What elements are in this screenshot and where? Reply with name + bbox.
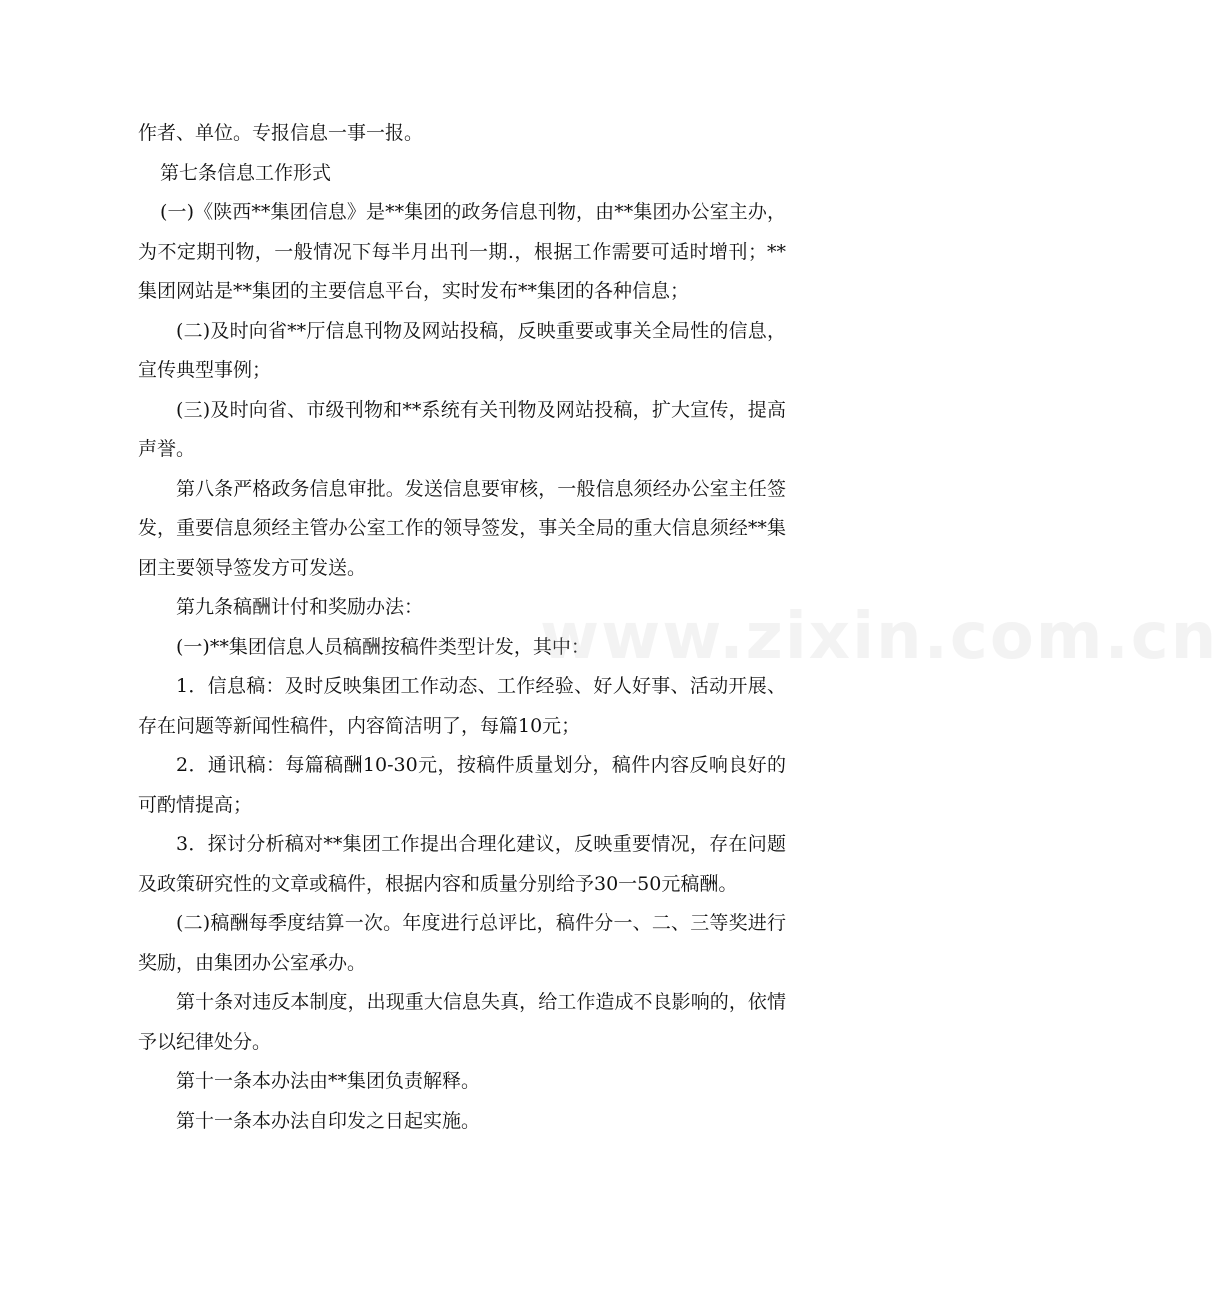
article-10: 第十条对违反本制度，出现重大信息失真，给工作造成不良影响的，依情予以纪律处分。 [138,991,786,1053]
paragraph-continuation: 作者、单位。专报信息一事一报。 [138,122,424,144]
article-9-heading: 第九条稿酬计付和奖励办法： [176,596,424,618]
article-7-item-1: (一)《陕西**集团信息》是**集团的政务信息刊物，由**集团办公室主办，为不定期刊物，一般情况下每半月出刊一期.，根据工作需要可适时增刊；**集团网站是**集团的主要信息平台，实时发布**集团的各种信息； [138,201,786,302]
article-11-repeat: 第十一条本办法自印发之日起实施。 [176,1109,481,1132]
article-9-item-1: (一)**集团信息人员稿酬按稿件类型计发，其中： [176,635,590,658]
watermark: www.zixin.com.cn [540,600,1218,674]
article-9-subitem-2: 2．通讯稿：每篇稿酬10-30元，按稿件质量划分，稿件内容反响良好的可酌情提高； [138,754,786,816]
article-8: 第八条严格政务信息审批。发送信息要审核，一般信息须经办公室主任签发，重要信息须经主管办公室工作的领导签发，事关全局的重大信息须经**集团主要领导签发方可发送。 [138,477,786,579]
article-7-item-2: (二)及时向省**厅信息刊物及网站投稿，反映重要或事关全局性的信息，宣传典型事例； [138,319,786,381]
article-9-subitem-1: 1．信息稿：及时反映集团工作动态、工作经验、好人好事、活动开展、存在问题等新闻性稿件，内容简洁明了，每篇10元； [138,675,786,737]
article-11: 第十一条本办法由**集团负责解释。 [176,1070,481,1092]
article-9-item-2: (二)稿酬每季度结算一次。年度进行总评比，稿件分一、二、三等奖进行奖励，由集团办公室承办。 [138,912,786,974]
article-7-heading: 第七条信息工作形式 [160,161,332,184]
article-7-item-3: (三)及时向省、市级刊物和**系统有关刊物及网站投稿，扩大宣传，提高声誉。 [138,398,786,460]
document-body [138,114,786,1141]
article-9-subitem-3: 3．探讨分析稿对**集团工作提出合理化建议，反映重要情况，存在问题及政策研究性的文章或稿件，根据内容和质量分别给予30一50元稿酬。 [138,833,786,895]
